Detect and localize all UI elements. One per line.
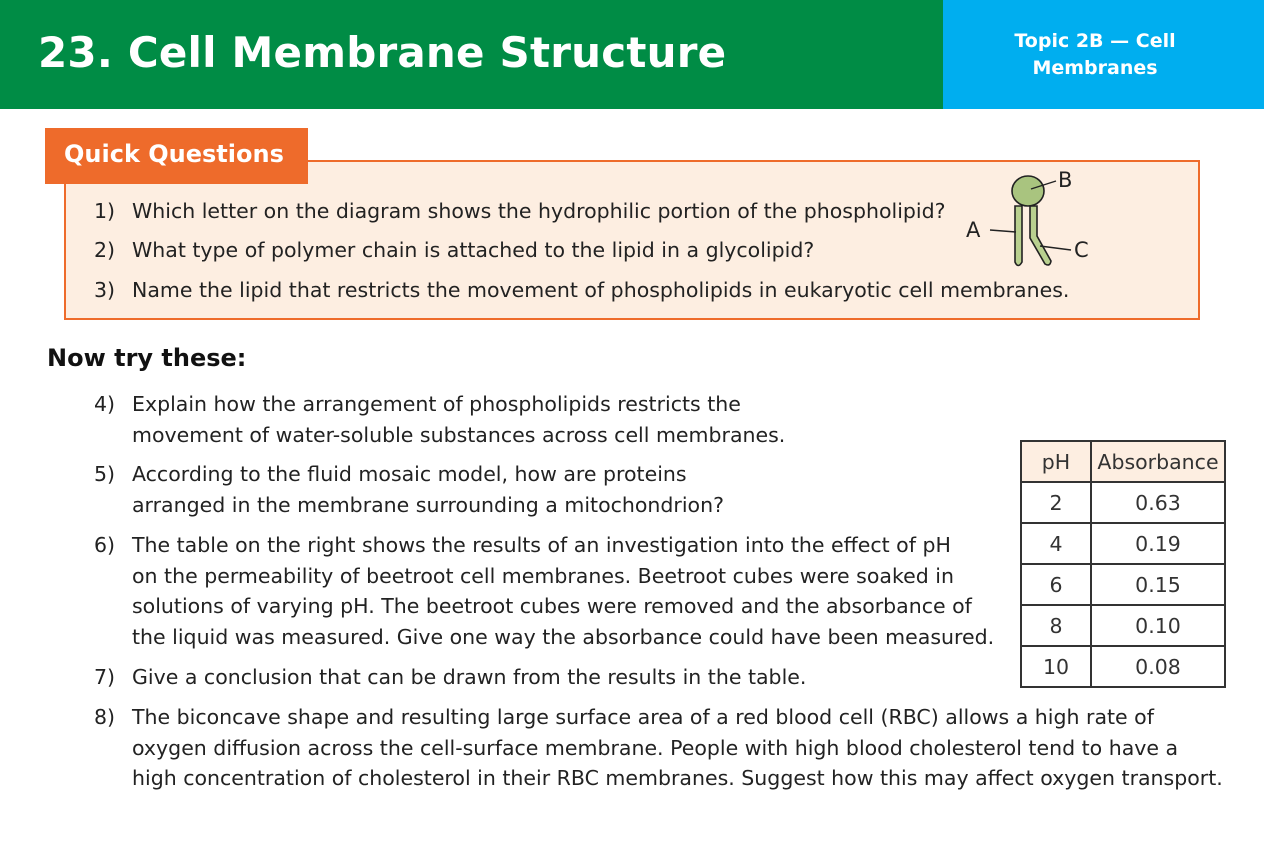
question-number: 3) xyxy=(93,278,115,302)
question-text xyxy=(132,530,994,652)
question-line: oxygen diffusion across the cell-surface membrane. People with high blood cholesterol tend to have a xyxy=(132,735,1179,760)
cell-ph: 4 xyxy=(1021,523,1091,564)
topic-line-1: Topic 2B — Cell xyxy=(1014,30,1176,52)
table-row xyxy=(1021,646,1225,687)
question-line: The table on the right shows the results of an investigation into the effect of pH xyxy=(132,533,951,557)
quick-questions-label: Quick Questions xyxy=(64,140,284,168)
question-number: 2) xyxy=(93,238,115,262)
question-number: 6) xyxy=(93,533,115,557)
question-number: 5) xyxy=(93,462,115,486)
question-text: Which letter on the diagram shows the hydrophilic portion of the phospholipid? xyxy=(132,199,946,223)
cell-absorbance: 0.10 xyxy=(1091,605,1225,646)
cell-ph: 8 xyxy=(1021,605,1091,646)
question-line: high concentration of cholesterol in their RBC membranes. Suggest how this may affect oxygen transport. xyxy=(132,766,1223,790)
table-header-row xyxy=(1021,441,1225,482)
question-line: The biconcave shape and resulting large surface area of a red blood cell (RBC) allows a high rate of xyxy=(132,705,1154,729)
question-text xyxy=(132,459,724,520)
topic-label xyxy=(943,28,1247,82)
cell-absorbance: 0.08 xyxy=(1091,646,1225,687)
question-number: 1) xyxy=(93,199,115,223)
table-row xyxy=(1021,564,1225,605)
question-text xyxy=(132,389,785,450)
section-heading: Now try these: xyxy=(47,344,247,372)
cell-absorbance: 0.19 xyxy=(1091,523,1225,564)
page-title: 23. Cell Membrane Structure xyxy=(38,28,727,77)
question-line: arranged in the membrane surrounding a mitochondrion? xyxy=(132,492,724,517)
column-header-ph: pH xyxy=(1021,441,1091,482)
ph-absorbance-table xyxy=(1020,440,1226,688)
question-line: on the permeability of beetroot cell membranes. Beetroot cubes were soaked in xyxy=(132,563,954,588)
table-row xyxy=(1021,605,1225,646)
question-number: 7) xyxy=(93,665,115,689)
cell-absorbance: 0.15 xyxy=(1091,564,1225,605)
question-line: According to the fluid mosaic model, how are proteins xyxy=(132,462,687,486)
cell-ph: 2 xyxy=(1021,482,1091,523)
label-a: A xyxy=(966,218,981,242)
topic-line-2: Membranes xyxy=(1032,57,1158,79)
question-line: the liquid was measured. Give one way the absorbance could have been measured. xyxy=(132,624,995,649)
cell-ph: 10 xyxy=(1021,646,1091,687)
label-c: C xyxy=(1074,238,1089,262)
table-row xyxy=(1021,482,1225,523)
question-text: What type of polymer chain is attached to the lipid in a glycolipid? xyxy=(132,238,815,262)
question-line: movement of water-soluble substances across cell membranes. xyxy=(132,422,786,447)
question-text xyxy=(132,702,1223,794)
phospholipid-diagram xyxy=(960,166,1110,276)
table-row xyxy=(1021,523,1225,564)
question-text: Give a conclusion that can be drawn from the results in the table. xyxy=(132,665,807,689)
cell-ph: 6 xyxy=(1021,564,1091,605)
question-text: Name the lipid that restricts the movement of phospholipids in eukaryotic cell membranes. xyxy=(132,278,1070,302)
column-header-absorbance: Absorbance xyxy=(1091,441,1225,482)
question-line: Explain how the arrangement of phospholipids restricts the xyxy=(132,392,741,416)
cell-absorbance: 0.63 xyxy=(1091,482,1225,523)
label-b: B xyxy=(1058,168,1073,192)
question-line: solutions of varying pH. The beetroot cubes were removed and the absorbance of xyxy=(132,594,972,618)
question-number: 8) xyxy=(93,705,115,729)
question-number: 4) xyxy=(93,392,115,416)
